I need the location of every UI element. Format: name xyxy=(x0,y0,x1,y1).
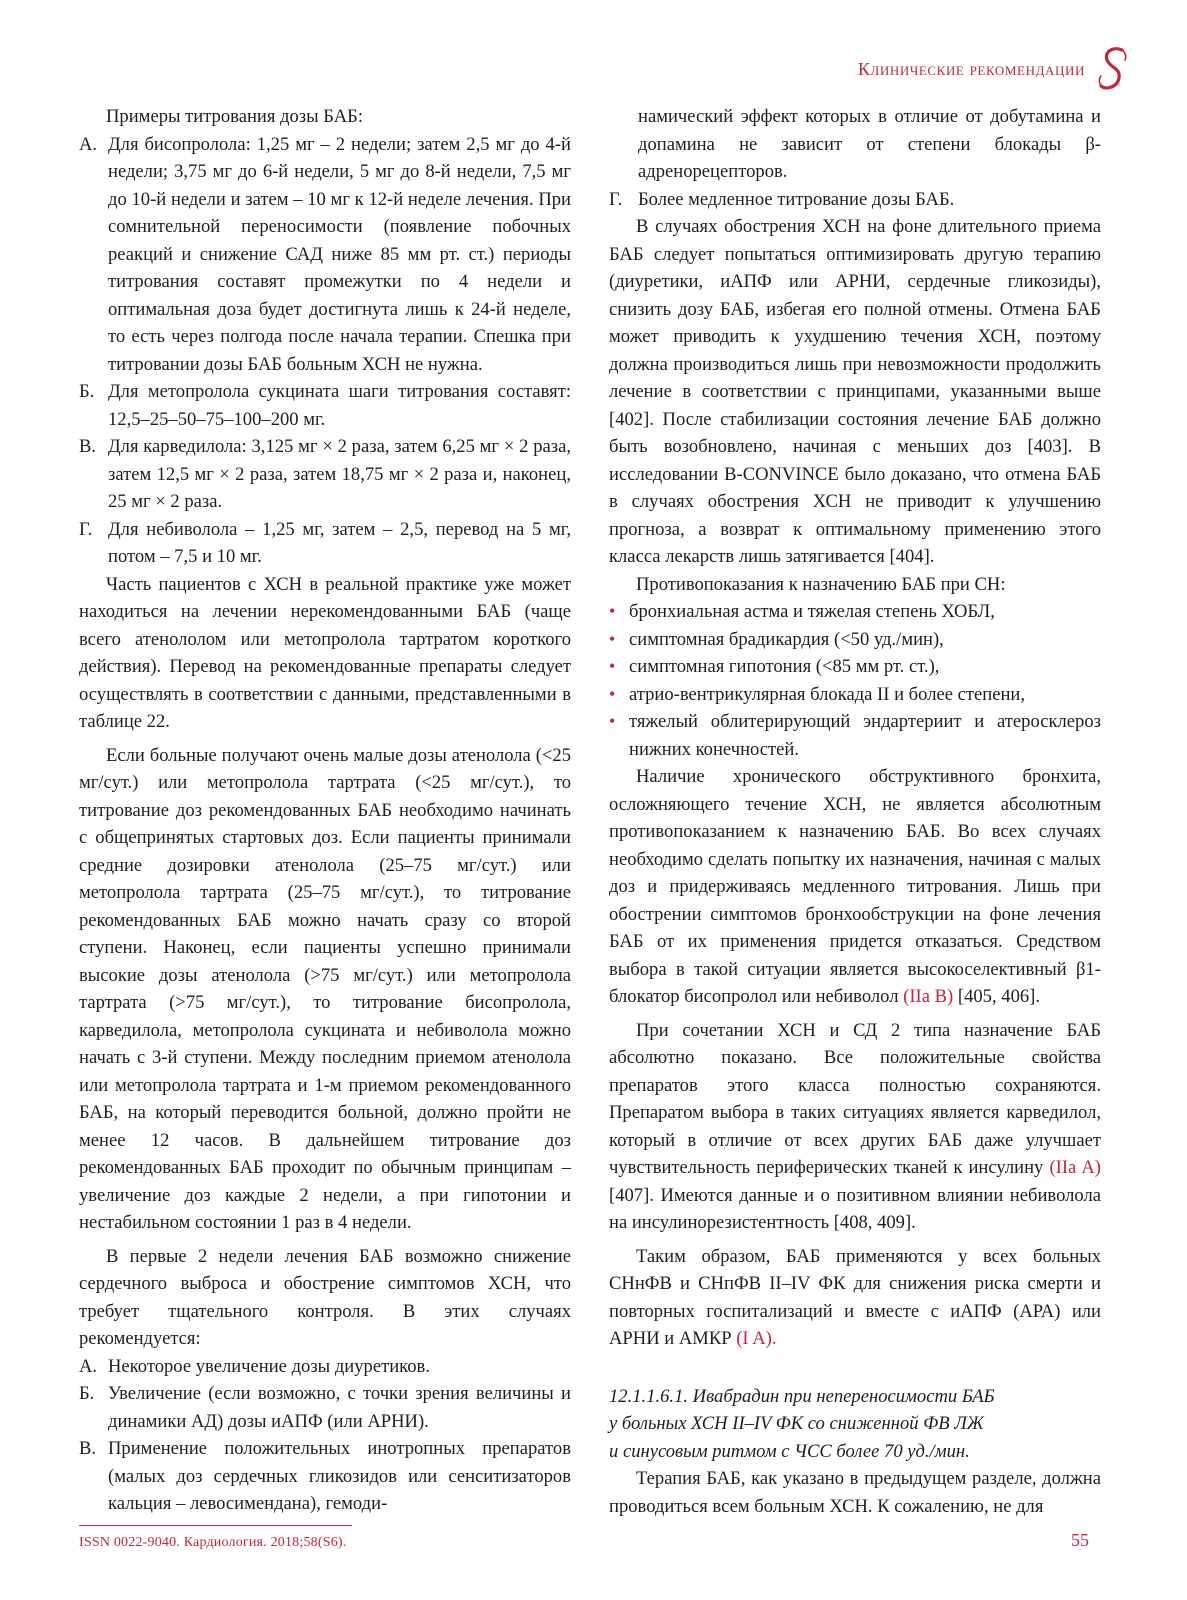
section-heading-line: у больных ХСН II–IV ФК со сниженной ФВ ЛЖ xyxy=(609,1413,984,1434)
bullet-icon: • xyxy=(609,711,616,731)
item-marker: А. xyxy=(79,133,98,155)
paragraph-ivabradine: Терапия БАБ, как указано в предыдущем разделе, должна проводиться всем больным ХСН. К сожалению, не для xyxy=(609,1468,1101,1517)
item-text: Для небиволола – 1,25 мг, затем – 2,5, перевод на 5 мг, потом – 7,5 и 10 мг. xyxy=(108,518,571,567)
item-text: тяжелый облитерирующий эндартериит и атеросклероз нижних конечностей. xyxy=(629,711,1101,760)
recommend-item xyxy=(609,186,1101,214)
contraindication-item xyxy=(609,653,1101,681)
paragraph-first-weeks: В первые 2 недели лечения БАБ возможно снижение сердечного выброса и обострение симптомов ХСН, что требует тщательного контроля. В этих случаях рекомендуется: xyxy=(79,1245,571,1349)
titration-item xyxy=(79,131,571,379)
section-heading-line: и синусовым ритмом с ЧСС более 70 уд./мин. xyxy=(609,1440,970,1462)
paragraph-text: Наличие хронического обструктивного бронхита, осложняющего течение ХСН, не является абсолютным противопоказанием к назначению БАБ. Во всех случаях необходимо сделать попытку их назначения, начиная с малых доз и придерживаясь медленного титрования. Лишь при обострении симптомов бронхообструкции на фоне лечения БАБ от их применения придется отказаться. Средством выбора в такой ситуации является высокоселективный β1-блокатор бисопролол или небиволол xyxy=(609,766,1101,1007)
item-text: Для бисопролола: 1,25 мг – 2 недели; затем 2,5 мг до 4-й недели; 3,75 мг до 6-й недели, 5 мг до 8-й недели, 7,5 мг до 10-й недели и затем – 10 мг к 12-й неделе лечения. При сомнительной переносимости (появление побочных реакций и снижение САД ниже 85 мм рт. ст.) периоды титрования составят промежутки по 4 недели и оптимальная доза будет достигнута лишь к 24-й неделе, то есть через полгода после начала терапии. Спешка при титровании дозы БАБ больным ХСН не нужна. xyxy=(108,133,571,375)
continuation-block xyxy=(609,103,1101,186)
journal-s-logo-icon xyxy=(1095,44,1131,94)
evidence-class: (IIa A) xyxy=(1049,1157,1101,1178)
item-marker: Г. xyxy=(609,188,623,210)
item-text: Более медленное титрование дозы БАБ. xyxy=(638,188,955,210)
recommend-item xyxy=(79,1380,571,1435)
evidence-class: (I A). xyxy=(736,1328,777,1349)
section-heading xyxy=(609,1383,1101,1466)
footer-citation: ISSN 0022-9040. Кардиология. 2018;58(S6). xyxy=(79,1535,347,1550)
item-marker: В. xyxy=(79,1438,97,1459)
section-heading-line: 12.1.1.6.1. Ивабрадин при непереносимости БАБ xyxy=(609,1385,995,1407)
titration-item xyxy=(79,516,571,571)
reference: [405, 406]. xyxy=(957,986,1041,1007)
item-text: Применение положительных инотропных препаратов (малых доз сердечных гликозидов или сенситизаторов кальция – левосимендана), гемоди- xyxy=(108,1438,571,1514)
left-column xyxy=(79,103,571,1518)
item-marker-spacer xyxy=(609,103,638,186)
item-text: Некоторое увеличение дозы диуретиков. xyxy=(108,1355,430,1377)
paragraph-switch: Часть пациентов с ХСН в реальной практике уже может находиться на лечении нерекомендованными БАБ (чаще всего атенололом или метопролола тартратом короткого действия). Перевод на рекомендованные препараты следует осуществлять в соответствии с данными, представленными в таблице 22. xyxy=(79,573,571,732)
paragraph-summary xyxy=(609,1243,1101,1353)
titration-intro: Примеры титрования дозы БАБ: xyxy=(106,106,363,127)
contraindication-item xyxy=(609,681,1101,709)
titration-item xyxy=(79,433,571,516)
paragraph-text: При сочетании ХСН и СД 2 типа назначение БАБ абсолютно показано. Все положительные свойства препаратов этого класса полностью сохраняются. Препаратом выбора в таких ситуациях является карведилол, который в отличие от всех других БАБ даже улучшает чувствительность периферических тканей к инсулину xyxy=(609,1019,1101,1178)
footer-rule xyxy=(79,1525,352,1526)
item-marker: А. xyxy=(79,1355,98,1377)
titration-item xyxy=(79,378,571,433)
item-text: атрио-вентрикулярная блокада II и более степени, xyxy=(629,683,1026,705)
item-marker: Б. xyxy=(79,1383,95,1404)
bullet-icon: • xyxy=(609,683,616,704)
contraindication-item xyxy=(609,626,1101,654)
right-column xyxy=(609,103,1101,1520)
continuation-text: намический эффект которых в отличие от добутамина и допамина не зависит от степени блокады β-адренорецепторов. xyxy=(638,106,1101,182)
bullet-icon: • xyxy=(609,628,616,649)
bullet-icon: • xyxy=(609,656,616,676)
item-text: симптомная гипотония (<85 мм рт. ст.), xyxy=(629,656,940,677)
contraindication-item xyxy=(609,708,1101,763)
item-text: симптомная брадикардия (<50 уд./мин), xyxy=(629,628,944,650)
item-text: Для метопролола сукцината шаги титрования составят: 12,5–25–50–75–100–200 мг. xyxy=(108,381,571,430)
contraindication-item xyxy=(609,598,1101,626)
paragraph-text: Таким образом, БАБ применяются у всех больных СНнФВ и СНпФВ II–IV ФК для снижения риска смерти и повторных госпитализаций и вместе с иАПФ (АРА) или АРНИ и АМКР xyxy=(609,1245,1101,1349)
item-marker: Б. xyxy=(79,381,95,402)
paragraph-exacerbation: В случаях обострения ХСН на фоне длительного приема БАБ следует попытаться оптимизировать другую терапию (диуретики, иАПФ или АРНИ, сердечные гликозиды), снизить дозу БАБ, избегая его полной отмены. Отмена БАБ может приводить к ухудшению течения ХСН, поэтому должна производиться лишь при невозможности продолжить лечение в соответствии с принципами, указанными выше [402]. После стабилизации состояния лечение БАБ должно быть возобновлено, начиная с меньших доз [403]. В исследовании B-CONVINCE было доказано, что отмена БАБ в случаях обострения ХСН не приводит к улучшению прогноза, а возврат к оптимальному применению этого класса лекарств лишь затягивается [404]. xyxy=(609,216,1101,567)
paragraph-text: [407]. Имеются данные и о позитивном влиянии небиволола на инсулинорезистентность [408, 409]. xyxy=(609,1184,1101,1233)
paragraph-low-doses: Если больные получают очень малые дозы атенолола (<25 мг/сут.) или метопролола тартрата (<25 мг/сут.), то титрование доз рекомендованных БАБ необходимо начинать с общепринятых стартовых доз. Если пациенты принимали средние дозировки атенолола (25–75 мг/сут.) или метопролола тартрата (25–75 мг/сут.), то титрование рекомендованных БАБ можно начать сразу со второй ступени. Наконец, если пациенты успешно принимали высокие дозы атенолола (>75 мг/сут.) или метопролола тартрата (>75 мг/сут.), то титрование бисопролола, карведилола, метопролола сукцината и небиволола можно начать с 3-й ступени. Между последним приемом атенолола или метопролола тартрата и 1-м приемом рекомендованного БАБ, на который переводится больной, должно пройти не менее 12 часов. В дальнейшем титрование доз рекомендованных БАБ проходит по обычным принципам – увеличение доз каждые 2 недели, а при гипотонии и нестабильном состоянии 1 раз в 4 недели. xyxy=(79,744,571,1233)
paragraph-bronchitis xyxy=(609,763,1101,1011)
item-text: Увеличение (если возможно, с точки зрения величины и динамики АД) дозы иАПФ (или АРНИ). xyxy=(108,1383,571,1432)
paragraph-diabetes xyxy=(609,1017,1101,1237)
evidence-class: (IIa B) xyxy=(903,986,954,1007)
item-text: бронхиальная астма и тяжелая степень ХОБЛ, xyxy=(629,601,995,622)
recommend-item xyxy=(79,1353,571,1381)
item-marker: Г. xyxy=(79,518,93,540)
item-text: Для карведилола: 3,125 мг × 2 раза, затем 6,25 мг × 2 раза, затем 12,5 мг × 2 раза, затем 18,75 мг × 2 раза и, наконец, 25 мг × 2 раза. xyxy=(108,436,571,512)
recommend-item xyxy=(79,1435,571,1518)
item-marker: В. xyxy=(79,436,97,457)
contraindications-intro: Противопоказания к назначению БАБ при СН: xyxy=(636,573,1006,595)
page-number: 55 xyxy=(1071,1530,1089,1550)
running-header xyxy=(858,44,1131,94)
header-title: Клинические рекомендации xyxy=(857,58,1085,79)
bullet-icon: • xyxy=(609,601,616,621)
